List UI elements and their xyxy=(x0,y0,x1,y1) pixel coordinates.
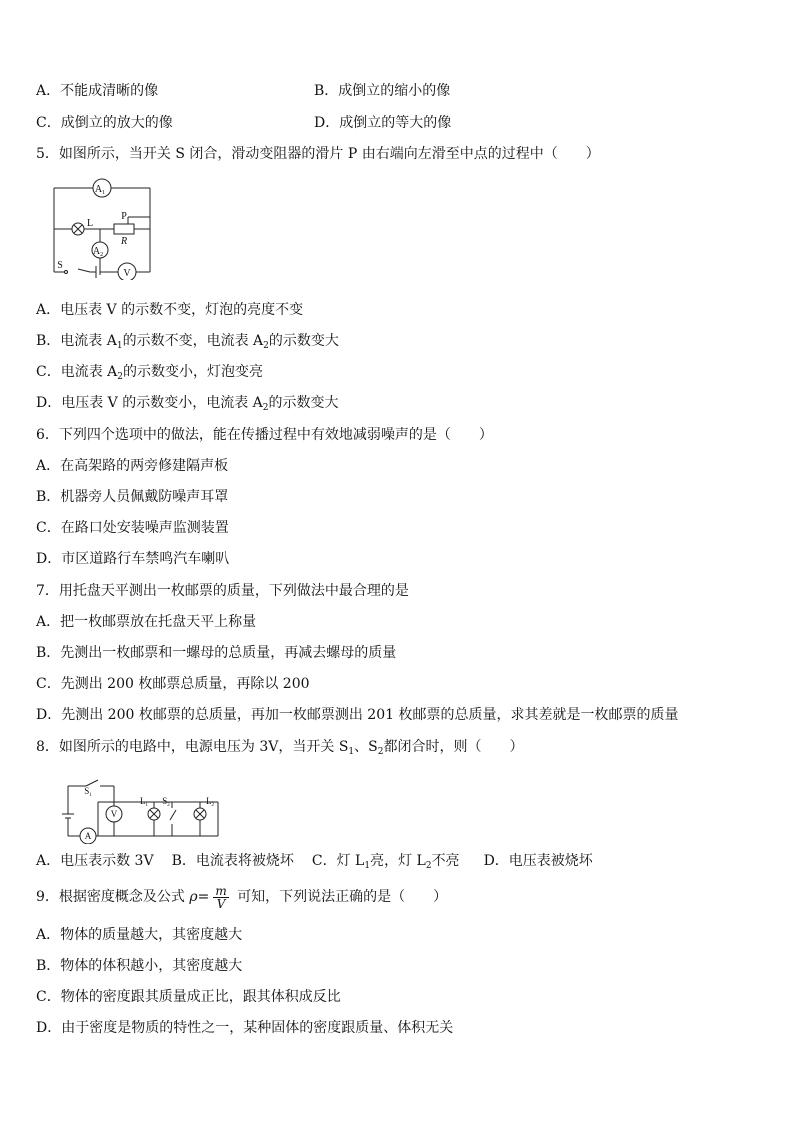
l2-label: $L_2$ xyxy=(206,796,214,808)
q8-circuit-diagram xyxy=(58,774,230,844)
q8-option-c: C．灯 $L_1$亮，灯 $L_2$不亮 xyxy=(311,853,460,871)
q8-stem: 8．如图所示的电路中，电源电压为 3V，当开关 $S_1$、$S_2$都闭合时，则（ ） xyxy=(36,739,524,757)
q6-stem: 6．下列四个选项中的做法，能在传播过程中有效地减弱噪声的是（ ） xyxy=(36,427,493,443)
density-formula: ρ xyxy=(189,889,198,905)
s2-label: $S_2$ xyxy=(162,796,170,808)
l1-label: $L_1$ xyxy=(140,796,148,808)
q6-option-a: A．在高架路的两旁修建隔声板 xyxy=(36,458,229,474)
p-label: P xyxy=(121,211,127,222)
a-label: A xyxy=(84,831,92,841)
a1-label: $A_1$ xyxy=(94,184,106,196)
q5-option-b: B．电流表 $A_1$的示数不变，电流表 $A_2$的示数变大 xyxy=(36,333,339,351)
q9-option-a: A．物体的质量越大，其密度越大 xyxy=(36,927,243,943)
q7-option-d: D．先测出 200 枚邮票的总质量，再加一枚邮票测出 201 枚邮票的总质量，求其差就是一枚邮票的质量 xyxy=(36,707,679,723)
q7-option-a: A．把一枚邮票放在托盘天平上称量 xyxy=(36,614,257,630)
q5-stem: 5．如图所示，当开关 S 闭合，滑动变阻器的滑片 P 由右端向左滑至中点的过程中（ ） xyxy=(36,146,600,162)
q8-option-b: B．电流表将被烧坏 xyxy=(171,853,294,869)
v-label: V xyxy=(110,809,118,819)
q9-option-c: C．物体的密度跟其质量成正比，跟其体积成反比 xyxy=(36,989,341,1005)
q9-option-b: B．物体的体积越小，其密度越大 xyxy=(36,958,243,974)
s1-label: $S_1$ xyxy=(84,786,92,798)
q7-option-c: C．先测出 200 枚邮票总质量，再除以 200 xyxy=(36,676,310,692)
q9-stem: 9．根据密度概念及公式 ρ= $\frac{m}{V}$ 可知，下列说法正确的是（ ） xyxy=(36,883,448,911)
q4-option-c: C．成倒立的放大的像 xyxy=(36,115,173,131)
fraction: $\frac{m}{V}$ xyxy=(215,883,227,911)
r-label: R xyxy=(120,236,128,247)
q7-option-b: B．先测出一枚邮票和一螺母的总质量，再减去螺母的质量 xyxy=(36,645,397,661)
q8-options xyxy=(36,851,593,876)
q8-option-d: D．电压表被烧坏 xyxy=(483,853,593,869)
q4-option-b: B．成倒立的缩小的像 xyxy=(314,83,451,99)
q4-option-d: D．成倒立的等大的像 xyxy=(314,115,452,131)
q5-option-c: C．电流表 $A_2$的示数变小，灯泡变亮 xyxy=(36,364,264,382)
a2-label: $A_2$ xyxy=(92,246,104,258)
l-label: L xyxy=(86,218,94,229)
q5-option-d: D．电压表 V 的示数变小，电流表 $A_2$的示数变大 xyxy=(36,395,339,413)
s-label: S xyxy=(57,260,63,271)
q6-option-c: C．在路口处安装噪声监测装置 xyxy=(36,520,229,536)
v-label: V xyxy=(123,268,131,279)
q9-option-d: D．由于密度是物质的特性之一，某种固体的密度跟质量、体积无关 xyxy=(36,1020,454,1036)
q4-option-a: A．不能成清晰的像 xyxy=(36,83,159,99)
q7-stem: 7．用托盘天平测出一枚邮票的质量，下列做法中最合理的是 xyxy=(36,583,409,599)
q8-option-a: A．电压表示数 3V xyxy=(36,853,154,869)
q5-option-a: A．电压表 V 的示数不变，灯泡的亮度不变 xyxy=(36,302,304,318)
q6-option-d: D．市区道路行车禁鸣汽车喇叭 xyxy=(36,551,230,567)
q6-option-b: B．机器旁人员佩戴防噪声耳罩 xyxy=(36,489,229,505)
q5-circuit-diagram xyxy=(48,172,156,280)
